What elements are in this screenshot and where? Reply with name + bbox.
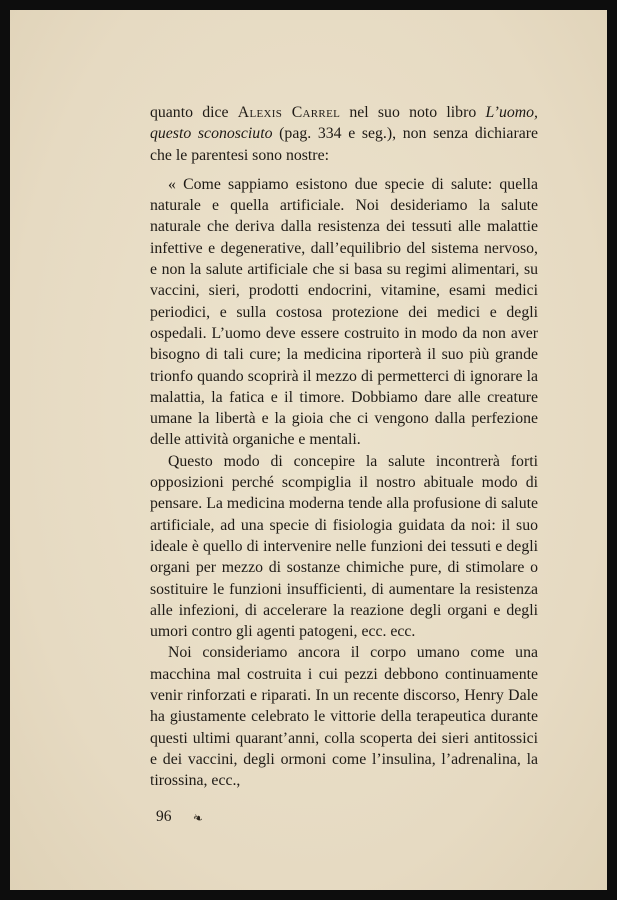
quote-paragraph-2: Questo modo di concepire la salute incontrerà forti opposizioni perché scompiglia il nostro abituale modo di pensare. La medicina moderna tende alla profusione di salute artificiale, ad una specie di fisiologia guidata da noi: il suo ideale è quello di intervenire nelle funzioni dei tessuti e degli organi per mezzo di sostanze chimiche pure, di stimolare o sostituire le funzioni insufficienti, di aumentare la resistenza alle infezioni, di accelerare la reazione degli organi e degli umori contro gli agenti patogeni, ecc. ecc. (150, 452, 538, 641)
quote-paragraph-1: « Come sappiamo esistono due specie di salute: quella naturale e quella artificiale. Noi desideriamo la salute naturale che deriva dalla resistenza dei tessuti alle malattie infettive e degenerative, dall’equilibrio del sistema nervoso, e non la salute artificiale che si basa su regimi alimentari, su vaccini, sieri, prodotti endocrini, vitamine, esami medici periodici, e sulla costosa protezione dei medici e degli ospedali. L’uomo deve essere costruito in modo da non aver bisogno di tali cure; la medicina riporterà il suo più grande trionfo quando scoprirà il mezzo di permetterci di ignorare la malattia, la fatica e il timore. Dobbiamo dare alle creature umane la libertà e la gioia che ci vengono dalla perfezione delle attività organiche e mentali. (150, 175, 538, 449)
intro-text-end: (pag. 334 e seg.), non senza dichiarare che le parentesi sono nostre: (150, 125, 538, 164)
book-title: L’uomo, questo sconosciuto (150, 104, 538, 143)
book-page (10, 10, 607, 890)
page-number: 96 (156, 808, 172, 825)
author-name: Alexis Carrel (237, 104, 341, 121)
intro-paragraph (150, 102, 538, 166)
ink-mark-icon: ❧ (190, 809, 206, 827)
intro-text-middle: nel suo noto libro (340, 104, 486, 121)
body-text (150, 102, 538, 792)
quote-paragraph-3: Noi consideriamo ancora il corpo umano come una macchina mal costruita i cui pezzi debbono continuamente venir rinforzati e riparati. In un recente discorso, Henry Dale ha giustamente celebrato le vittorie della terapeutica durante questi ultimi quarant’anni, colla scoperta dei sieri antitossici e dei vaccini, degli ormoni come l’insulina, l’adrenalina, la tirossina, ecc., (150, 644, 538, 790)
intro-text-start: quanto dice (150, 104, 238, 121)
